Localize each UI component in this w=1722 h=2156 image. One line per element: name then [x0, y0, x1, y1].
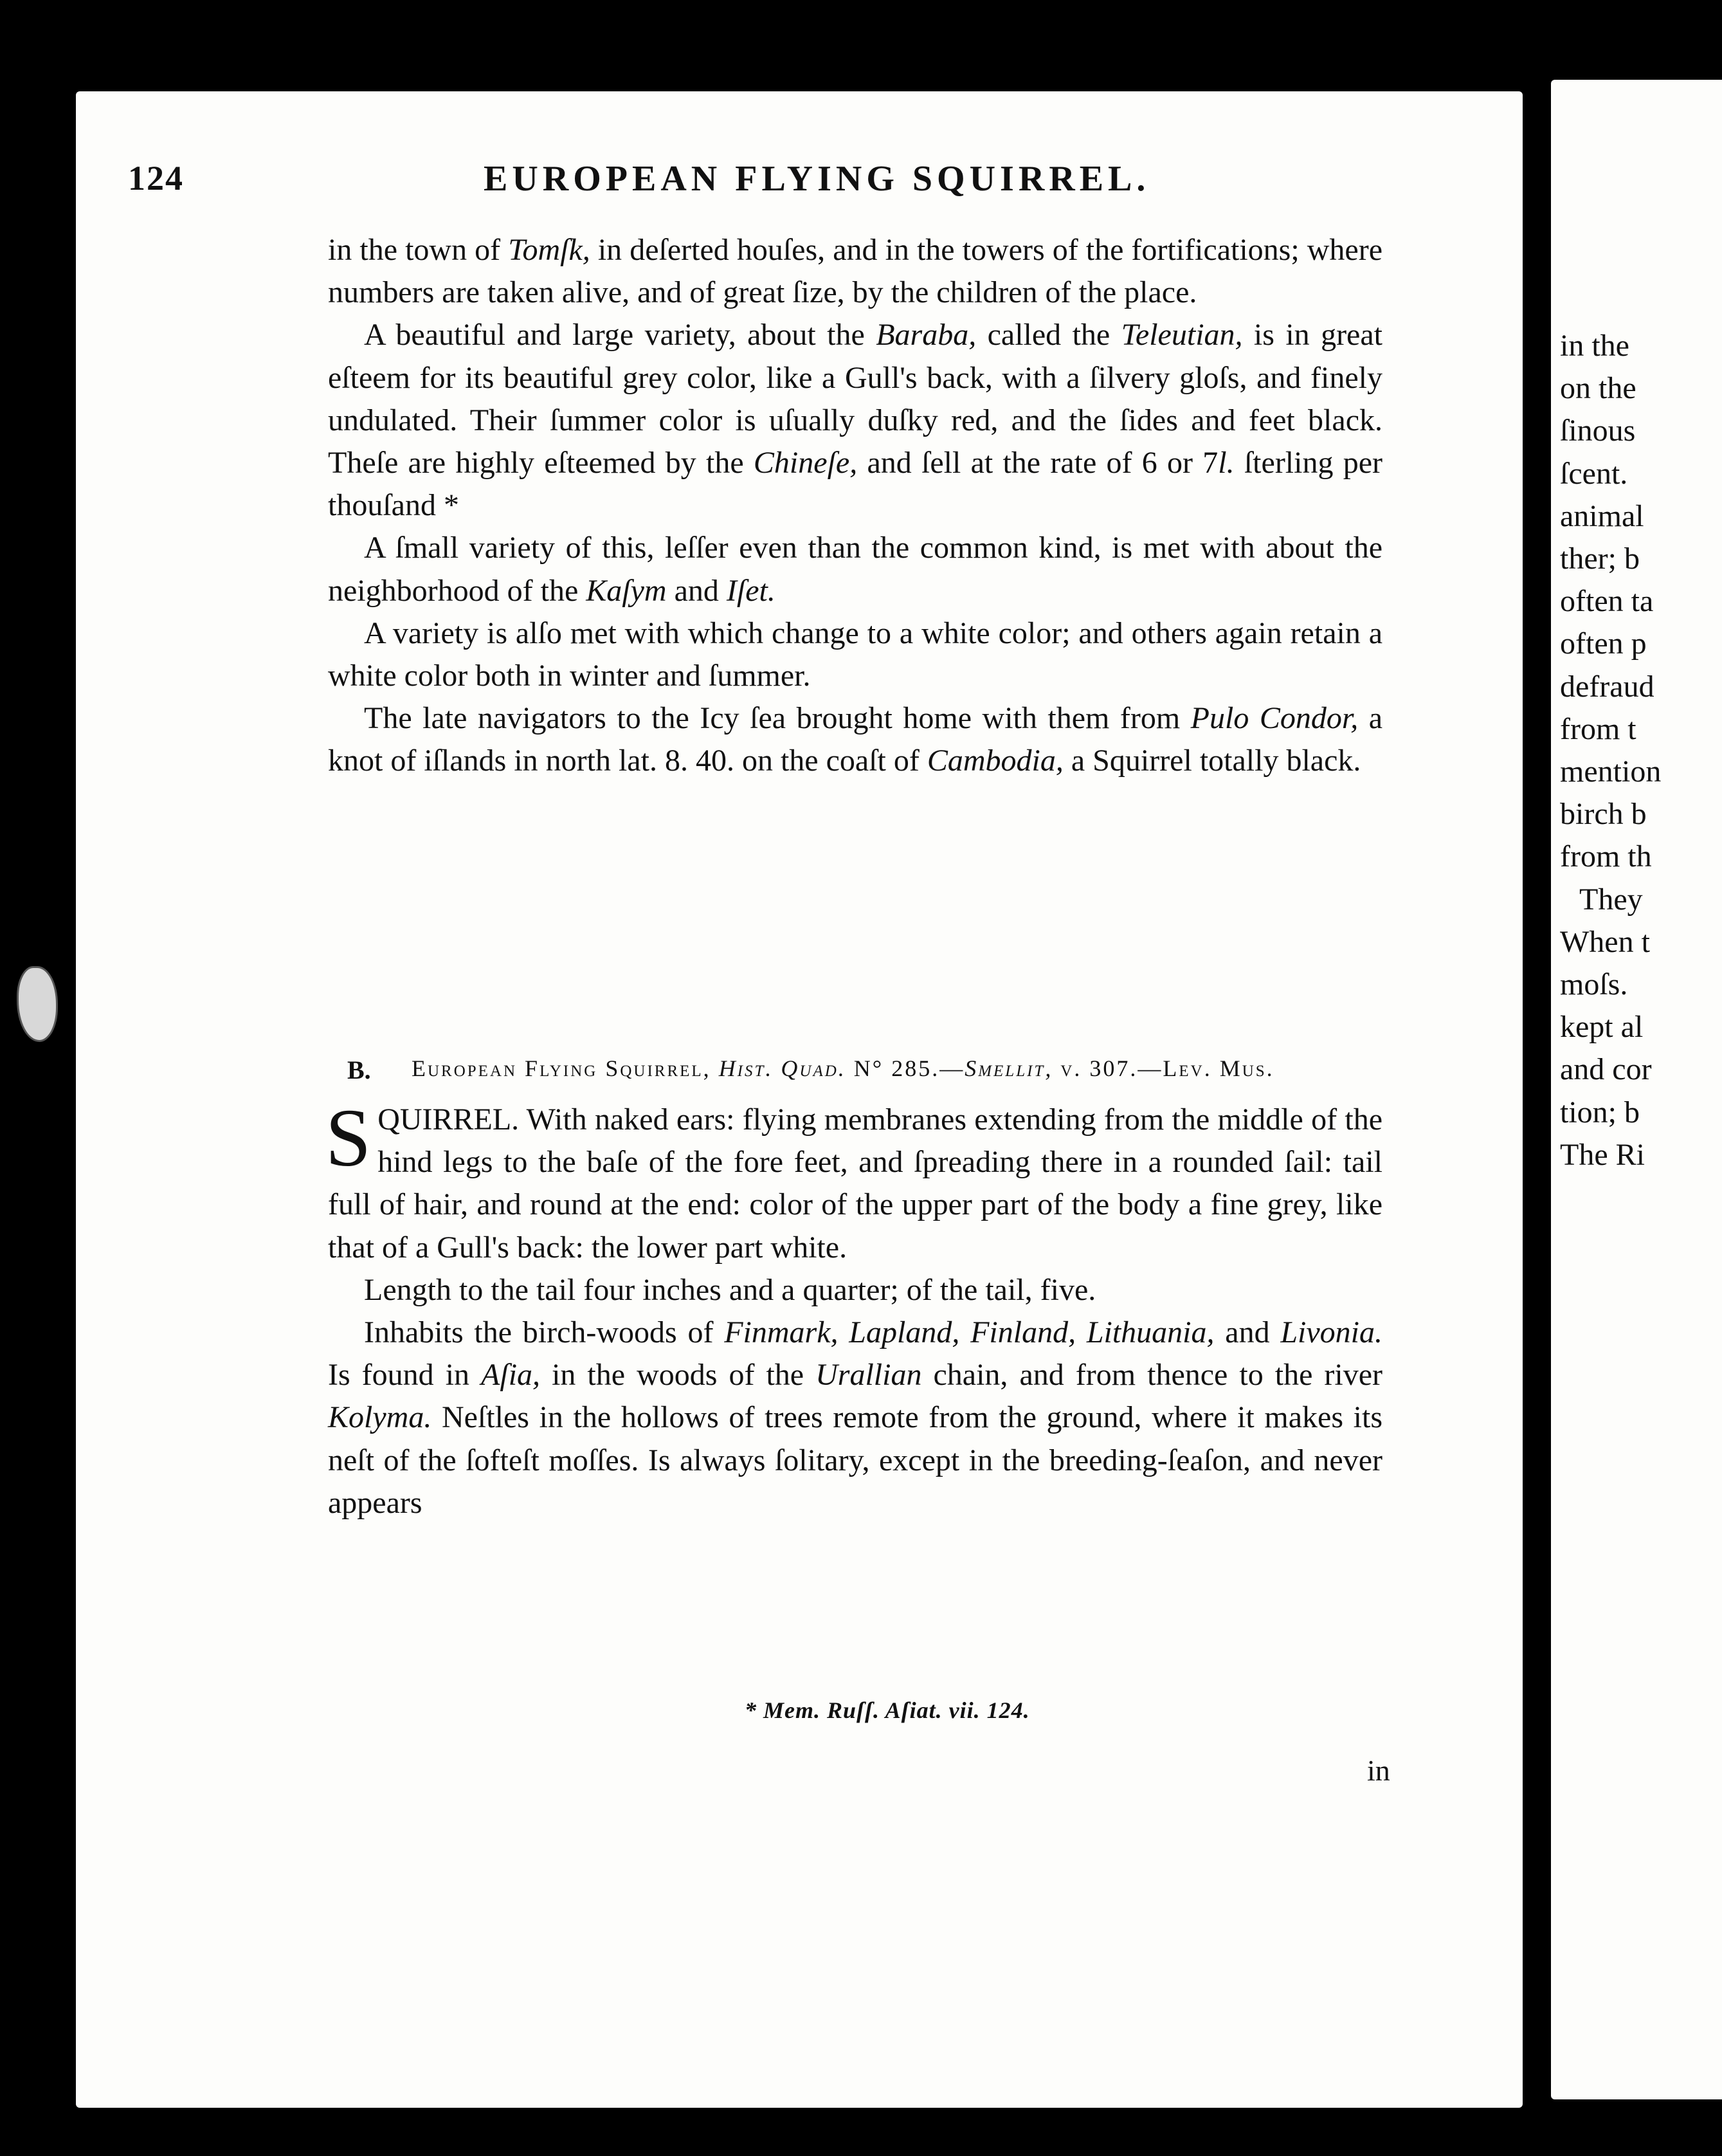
top-text-block: [328, 229, 1382, 783]
facing-page-line: in the: [1560, 329, 1629, 363]
drop-cap: S: [325, 1092, 372, 1183]
footnote: * Mem. Ruſſ. Aſiat. vii. 124.: [745, 1697, 1030, 1723]
page-title: EUROPEAN FLYING SQUIRREL.: [484, 159, 1150, 199]
paragraph-navigators: The late navigators to the Icy ſea brought home with them from Pulo Condor, a knot of iſlands in north lat. 8. 40. on the coaſt of Cambodia, a Squirrel totally black.: [328, 701, 1383, 778]
ink-stain: [17, 966, 58, 1042]
facing-page-line: often p: [1560, 626, 1647, 661]
facing-page-line: birch b: [1560, 797, 1647, 832]
paragraph-small-variety: A ſmall variety of this, leſſer even than the common kind, is met with about the neighborhood of the Kaſym and Iſet.: [328, 531, 1382, 608]
species-heading: [0, 1055, 1722, 1093]
facing-page-line: and cor: [1560, 1052, 1652, 1087]
page-number: 124: [128, 159, 184, 197]
paragraph-habitat: Inhabits the birch-woods of Finmark, Lapland, Finland, Lithuania, and Livonia. Is found in Aſia, in the woods of the Urallian chain, and from thence to the river Kolyma. Neſtles in the hollows of trees remote from the ground, where it makes its neſt of the ſofteſt moſſes. Is always ſolitary, except in the breeding-ſeaſon, and never appears: [328, 1315, 1383, 1520]
paragraph-white-variety: A variety is alſo met with which change to a white color; and others again retain a white color both in winter and ſummer.: [328, 616, 1382, 693]
facing-page-line: defraud: [1560, 669, 1654, 704]
paragraph-description: SQUIRREL. With naked ears: flying membranes extending from the middle of the hind legs to the baſe of the fore feet, and ſpreading there in a rounded ſail: tail full of hair, and round at the end: color of the upper part of the body a fine grey, like that of a Gull's back: the lower part white.: [325, 1092, 1382, 1265]
facing-page-line: mention: [1560, 754, 1662, 789]
paragraph-tomsk: in the town of Tomſk, in deſerted houſes, and in the towers of the fortifications; where numbers are taken alive, and of great ſize, by the children of the place.: [328, 233, 1382, 310]
facing-page-line: tion; b: [1560, 1095, 1640, 1129]
bottom-text-block: [325, 1092, 1383, 1524]
facing-page-line: from th: [1560, 839, 1652, 874]
facing-page-line: ſcent.: [1560, 456, 1628, 491]
species-letter: B.: [347, 1055, 371, 1084]
facing-page-line: kept al: [1560, 1010, 1644, 1045]
paragraph-teleutian: A beautiful and large variety, about the Baraba, called the Teleutian, is in great eſteem for its beautiful grey color, like a Gull's back, with a ſilvery gloſs, and finely undulated. Their ſummer color is uſually duſky red, and the ſides and feet black. Theſe are highly eſteemed by the Chineſe, and ſell at the rate of 6 or 7l. ſterling per thouſand *: [328, 318, 1383, 523]
facing-page-line: animal: [1560, 498, 1644, 533]
facing-page-line: often ta: [1560, 584, 1654, 619]
paragraph-length: Length to the tail four inches and a quarter; of the tail, five.: [364, 1272, 1096, 1307]
facing-page-line: When t: [1560, 924, 1650, 959]
facing-page-line: from t: [1560, 711, 1636, 746]
species-references: European Flying Squirrel, Hiſt. Quad. N° 285.—Smellit, v. 307.—Lev. Mus.: [412, 1055, 1274, 1081]
facing-page-line: moſs.: [1560, 967, 1628, 1001]
facing-page-line: The Ri: [1560, 1137, 1645, 1172]
running-head: [0, 158, 1722, 210]
facing-page-line: on the: [1560, 371, 1636, 406]
facing-page-line: They: [1579, 882, 1643, 917]
catchword: in: [1367, 1754, 1390, 1787]
facing-page-line: ther; b: [1560, 542, 1640, 576]
facing-page-line: ſinous: [1560, 414, 1636, 448]
